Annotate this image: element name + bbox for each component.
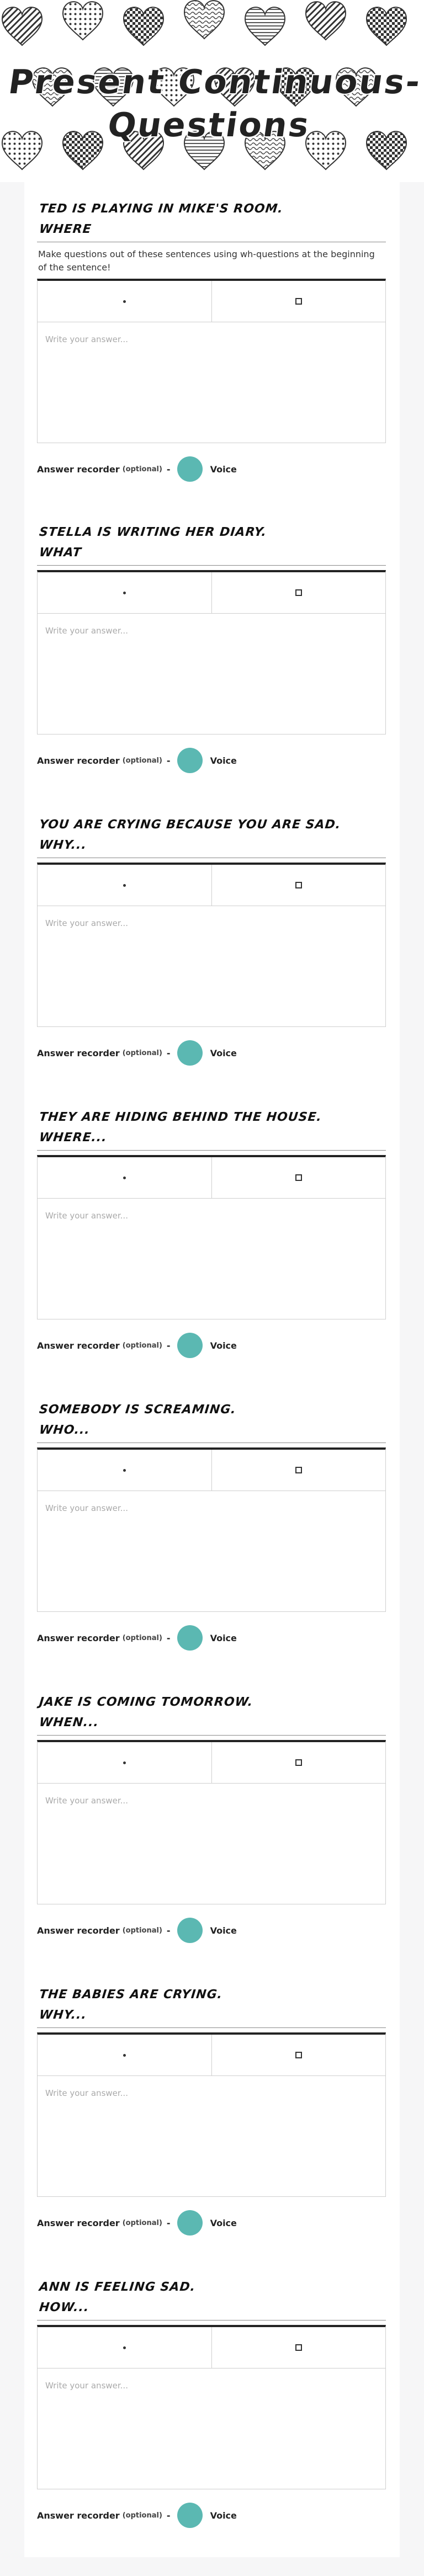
question-wh-word: WHERE — [38, 222, 93, 236]
bullet-icon — [123, 1469, 126, 1472]
bullet-icon — [123, 884, 126, 887]
answer-recorder — [37, 748, 386, 773]
question-wh-word: WHO... — [38, 1423, 91, 1437]
recorder-optional: (optional) — [122, 465, 162, 473]
question-section-8 — [37, 2277, 386, 2528]
voice-label: Voice — [210, 755, 237, 766]
worksheet-title — [0, 61, 424, 147]
bullet-icon — [123, 300, 126, 303]
bullet-tool-button[interactable] — [38, 865, 212, 906]
recorder-optional: (optional) — [122, 2218, 162, 2227]
box-tool-button[interactable] — [212, 865, 386, 906]
question-sentence: JAKE IS COMING TOMORROW. — [38, 1695, 254, 1709]
square-icon — [295, 2344, 302, 2351]
question-sentence: STELLA IS WRITING HER DIARY. — [38, 525, 268, 539]
bullet-tool-button[interactable] — [38, 1742, 212, 1783]
voice-record-button[interactable] — [177, 1625, 203, 1651]
editor-toolbar — [38, 2035, 385, 2076]
question-sentence: THE BABIES ARE CRYING. — [38, 1988, 224, 2002]
voice-record-button[interactable] — [177, 1333, 203, 1358]
answer-input[interactable]: Write your answer... — [45, 2381, 128, 2391]
question-sentence: SOMEBODY IS SCREAMING. — [38, 1403, 237, 1417]
editor-toolbar — [38, 1157, 385, 1199]
answer-editor — [37, 570, 386, 735]
recorder-label: Answer recorder — [37, 1632, 120, 1643]
answer-input[interactable]: Write your answer... — [45, 1503, 128, 1513]
box-tool-button[interactable] — [212, 1157, 386, 1198]
question-wh-word: WHY... — [38, 838, 88, 852]
header-banner — [0, 0, 424, 182]
question-wh-word: WHEN... — [38, 1716, 100, 1729]
answer-input[interactable]: Write your answer... — [45, 2088, 128, 2098]
square-icon — [295, 589, 302, 596]
answer-editor — [37, 279, 386, 443]
answer-input[interactable]: Write your answer... — [45, 1796, 128, 1806]
voice-record-button[interactable] — [177, 2210, 203, 2236]
question-wh-word: WHAT — [38, 546, 82, 560]
editor-toolbar — [38, 1742, 385, 1784]
question-section-3 — [37, 815, 386, 1066]
title-line-1: Present Continuous- — [6, 63, 424, 102]
square-icon — [295, 1174, 302, 1181]
recorder-label: Answer recorder — [37, 2217, 120, 2228]
answer-recorder — [37, 1040, 386, 1066]
recorder-dash: - — [166, 2510, 171, 2521]
voice-label: Voice — [210, 1925, 237, 1936]
question-section-7 — [37, 1984, 386, 2236]
answer-editor — [37, 1740, 386, 1904]
recorder-dash: - — [166, 1632, 171, 1643]
voice-label: Voice — [210, 2217, 237, 2228]
bullet-icon — [123, 2054, 126, 2057]
recorder-optional: (optional) — [122, 756, 162, 765]
voice-record-button[interactable] — [177, 1040, 203, 1066]
bullet-icon — [123, 592, 126, 594]
title-line-2: Questions — [105, 106, 313, 145]
answer-editor — [37, 2032, 386, 2197]
box-tool-button[interactable] — [212, 2035, 386, 2075]
voice-record-button[interactable] — [177, 1918, 203, 1943]
answer-recorder — [37, 456, 386, 482]
box-tool-button[interactable] — [212, 572, 386, 613]
question-sentence: THEY ARE HIDING BEHIND THE HOUSE. — [38, 1110, 323, 1124]
voice-record-button[interactable] — [177, 2503, 203, 2528]
question-wh-word: WHERE... — [38, 1131, 108, 1145]
editor-toolbar — [38, 2327, 385, 2369]
recorder-optional: (optional) — [122, 1341, 162, 1350]
recorder-label: Answer recorder — [37, 1340, 120, 1351]
box-tool-button[interactable] — [212, 281, 386, 322]
instructions-text: Make questions out of these sentences using wh-questions at the beginning of the sentence! — [38, 249, 375, 273]
recorder-label: Answer recorder — [37, 1925, 120, 1936]
voice-label: Voice — [210, 1632, 237, 1643]
bullet-icon — [123, 1177, 126, 1179]
bullet-tool-button[interactable] — [38, 1157, 212, 1198]
question-sentence: YOU ARE CRYING BECAUSE YOU ARE SAD. — [38, 818, 342, 832]
voice-label: Voice — [210, 1340, 237, 1351]
square-icon — [295, 882, 302, 888]
voice-label: Voice — [210, 464, 237, 475]
box-tool-button[interactable] — [212, 2327, 386, 2368]
square-icon — [295, 2052, 302, 2058]
answer-editor — [37, 1155, 386, 1319]
bullet-tool-button[interactable] — [38, 2035, 212, 2075]
question-sentence: ANN IS FEELING SAD. — [38, 2280, 197, 2294]
editor-toolbar — [38, 572, 385, 614]
answer-input[interactable]: Write your answer... — [45, 918, 128, 928]
bullet-tool-button[interactable] — [38, 1450, 212, 1491]
question-wh-word: HOW... — [38, 2301, 90, 2314]
recorder-label: Answer recorder — [37, 2510, 120, 2521]
answer-editor — [37, 1447, 386, 1612]
question-wh-word: WHY... — [38, 2008, 88, 2022]
voice-label: Voice — [210, 2510, 237, 2521]
divider — [37, 1735, 386, 1736]
recorder-dash: - — [166, 1340, 171, 1351]
recorder-optional: (optional) — [122, 2511, 162, 2520]
divider — [37, 565, 386, 566]
question-section-2 — [37, 522, 386, 773]
question-section-6 — [37, 1692, 386, 1943]
recorder-optional: (optional) — [122, 1633, 162, 1642]
box-tool-button[interactable] — [212, 1742, 386, 1783]
square-icon — [295, 1467, 302, 1473]
voice-label: Voice — [210, 1047, 237, 1058]
recorder-optional: (optional) — [122, 1049, 162, 1057]
question-section-5 — [37, 1399, 386, 1651]
recorder-dash: - — [166, 1047, 171, 1058]
square-icon — [295, 298, 302, 305]
recorder-dash: - — [166, 464, 171, 475]
square-icon — [295, 1759, 302, 1766]
voice-record-button[interactable] — [177, 456, 203, 482]
editor-toolbar — [38, 281, 385, 322]
answer-input[interactable]: Write your answer... — [45, 334, 128, 344]
recorder-optional: (optional) — [122, 1926, 162, 1935]
editor-toolbar — [38, 1450, 385, 1491]
recorder-dash: - — [166, 1925, 171, 1936]
answer-recorder — [37, 1625, 386, 1651]
recorder-dash: - — [166, 2217, 171, 2228]
bullet-tool-button[interactable] — [38, 2327, 212, 2368]
answer-input[interactable]: Write your answer... — [45, 1211, 128, 1221]
answer-editor — [37, 2325, 386, 2489]
recorder-dash: - — [166, 755, 171, 766]
answer-editor — [37, 863, 386, 1027]
bullet-icon — [123, 2346, 126, 2349]
question-sentence: TED IS PLAYING IN MIKE'S ROOM. — [38, 202, 284, 216]
worksheet-body — [24, 182, 400, 2557]
recorder-label: Answer recorder — [37, 1047, 120, 1058]
bullet-tool-button[interactable] — [38, 281, 212, 322]
answer-input[interactable]: Write your answer... — [45, 626, 128, 636]
question-section-4 — [37, 1107, 386, 1358]
answer-recorder — [37, 2210, 386, 2236]
answer-recorder — [37, 1918, 386, 1943]
question-section-1 — [37, 199, 386, 482]
editor-toolbar — [38, 865, 385, 906]
divider — [37, 2027, 386, 2028]
bullet-icon — [123, 1761, 126, 1764]
recorder-label: Answer recorder — [37, 464, 120, 475]
answer-recorder — [37, 1333, 386, 1358]
bullet-tool-button[interactable] — [38, 572, 212, 613]
recorder-label: Answer recorder — [37, 755, 120, 766]
divider — [37, 1150, 386, 1151]
answer-recorder — [37, 2503, 386, 2528]
box-tool-button[interactable] — [212, 1450, 386, 1491]
voice-record-button[interactable] — [177, 748, 203, 773]
